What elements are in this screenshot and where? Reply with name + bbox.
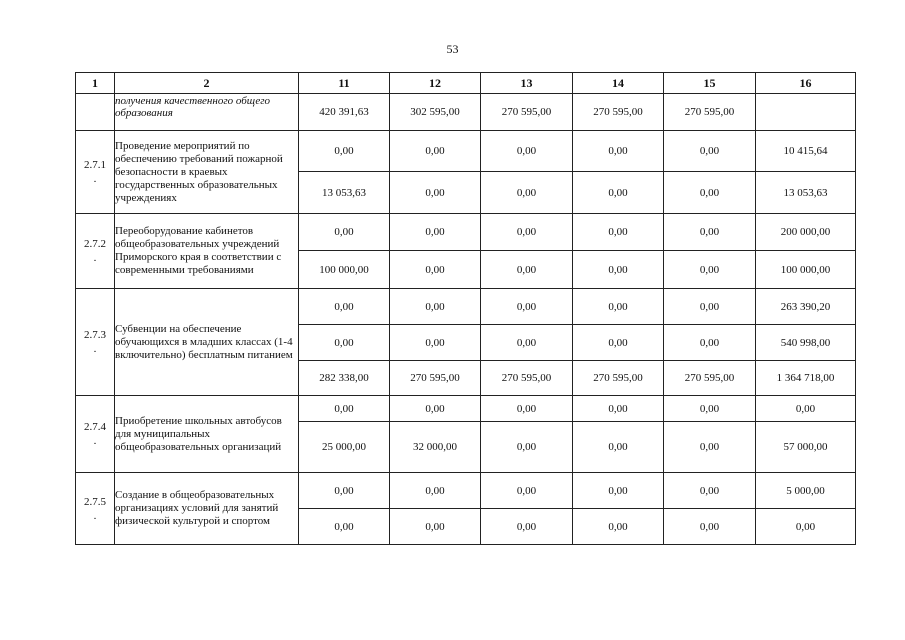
value-cell: 0,00: [299, 131, 390, 172]
value-cell: 270 595,00: [664, 94, 756, 131]
column-header: 11: [299, 73, 390, 94]
value-cell: 0,00: [664, 289, 756, 325]
value-cell: 0,00: [756, 396, 856, 422]
value-cell: 0,00: [481, 325, 573, 361]
value-cell: [756, 94, 856, 131]
value-cell: 13 053,63: [299, 172, 390, 214]
table-row: [76, 131, 856, 172]
value-cell: 0,00: [664, 131, 756, 172]
value-cell: 0,00: [390, 251, 481, 289]
value-cell: 200 000,00: [756, 214, 856, 251]
value-cell: 0,00: [390, 396, 481, 422]
value-cell: 0,00: [481, 473, 573, 509]
row-number-cell: [76, 94, 115, 131]
column-header: 1: [76, 73, 115, 94]
row-number-cell: [76, 396, 115, 473]
value-cell: 0,00: [481, 131, 573, 172]
value-cell: 0,00: [299, 396, 390, 422]
value-cell: 0,00: [573, 214, 664, 251]
value-cell: 0,00: [299, 289, 390, 325]
row-number-suffix: .: [93, 509, 97, 522]
value-cell: 0,00: [573, 422, 664, 473]
row-number-suffix: .: [93, 173, 97, 185]
value-cell: 100 000,00: [299, 251, 390, 289]
row-number-cell: [76, 289, 115, 396]
row-number: 2.7.1: [84, 159, 106, 171]
row-description: получения качественного общего образования: [115, 94, 299, 131]
value-cell: 0,00: [664, 509, 756, 545]
column-header: 12: [390, 73, 481, 94]
row-number: 2.7.3: [84, 329, 106, 341]
row-description: Создание в общеобразовательных организациях условий для занятий физической культурой и спортом: [115, 473, 299, 545]
value-cell: 5 000,00: [756, 473, 856, 509]
row-number-suffix: .: [93, 343, 97, 355]
row-number-cell: [76, 131, 115, 214]
value-cell: 0,00: [664, 396, 756, 422]
value-cell: 0,00: [390, 131, 481, 172]
value-cell: 0,00: [573, 473, 664, 509]
header-row: [76, 73, 856, 94]
value-cell: 0,00: [573, 509, 664, 545]
row-description: Субвенции на обеспечение обучающихся в младших классах (1-4 включительно) бесплатным питанием: [115, 289, 299, 396]
value-cell: 0,00: [390, 509, 481, 545]
value-cell: 0,00: [664, 172, 756, 214]
value-cell: 0,00: [573, 325, 664, 361]
row-number: 2.7.5: [84, 495, 106, 508]
value-cell: 0,00: [481, 509, 573, 545]
value-cell: 0,00: [481, 396, 573, 422]
row-description: Переоборудование кабинетов общеобразовательных учреждений Приморского края в соответствии с современными требованиями: [115, 214, 299, 289]
value-cell: 0,00: [573, 131, 664, 172]
row-number-cell: [76, 214, 115, 289]
value-cell: 270 595,00: [573, 94, 664, 131]
value-cell: 32 000,00: [390, 422, 481, 473]
column-header: 13: [481, 73, 573, 94]
value-cell: 0,00: [481, 289, 573, 325]
value-cell: 0,00: [573, 289, 664, 325]
value-cell: 0,00: [664, 214, 756, 251]
value-cell: 0,00: [299, 325, 390, 361]
table-row: [76, 473, 856, 509]
value-cell: 1 364 718,00: [756, 361, 856, 396]
value-cell: 270 595,00: [481, 94, 573, 131]
row-number-suffix: .: [93, 435, 97, 447]
table-row: [76, 396, 856, 422]
budget-table: [75, 72, 856, 545]
value-cell: 10 415,64: [756, 131, 856, 172]
value-cell: 57 000,00: [756, 422, 856, 473]
value-cell: 0,00: [390, 325, 481, 361]
value-cell: 13 053,63: [756, 172, 856, 214]
value-cell: 270 595,00: [390, 361, 481, 396]
row-description: Проведение мероприятий по обеспечению требований пожарной безопасности в краевых государственных образовательных учреждениях: [115, 131, 299, 214]
value-cell: 0,00: [756, 509, 856, 545]
value-cell: 25 000,00: [299, 422, 390, 473]
value-cell: 270 595,00: [481, 361, 573, 396]
value-cell: 0,00: [481, 422, 573, 473]
value-cell: 270 595,00: [573, 361, 664, 396]
column-header: 16: [756, 73, 856, 94]
page-number: 53: [446, 42, 459, 56]
value-cell: 282 338,00: [299, 361, 390, 396]
value-cell: 0,00: [390, 172, 481, 214]
row-number-cell: [76, 473, 115, 545]
row-number-suffix: .: [93, 252, 97, 264]
value-cell: 0,00: [664, 251, 756, 289]
column-header: 2: [115, 73, 299, 94]
column-header: 15: [664, 73, 756, 94]
value-cell: 0,00: [664, 325, 756, 361]
table-row: [76, 94, 856, 131]
value-cell: 0,00: [481, 214, 573, 251]
row-number: 2.7.2: [84, 238, 106, 250]
value-cell: 0,00: [481, 172, 573, 214]
value-cell: 0,00: [573, 396, 664, 422]
table-row: [76, 214, 856, 251]
value-cell: 0,00: [390, 214, 481, 251]
value-cell: 270 595,00: [664, 361, 756, 396]
value-cell: 420 391,63: [299, 94, 390, 131]
value-cell: 0,00: [573, 172, 664, 214]
value-cell: 0,00: [299, 473, 390, 509]
row-number: 2.7.4: [84, 421, 106, 433]
row-description: Приобретение школьных автобусов для муниципальных общеобразовательных организаций: [115, 396, 299, 473]
value-cell: 0,00: [481, 251, 573, 289]
value-cell: 0,00: [664, 473, 756, 509]
value-cell: 302 595,00: [390, 94, 481, 131]
value-cell: 0,00: [390, 289, 481, 325]
value-cell: 0,00: [299, 509, 390, 545]
table-row: [76, 289, 856, 325]
value-cell: 263 390,20: [756, 289, 856, 325]
value-cell: 0,00: [390, 473, 481, 509]
column-header: 14: [573, 73, 664, 94]
value-cell: 0,00: [573, 251, 664, 289]
value-cell: 540 998,00: [756, 325, 856, 361]
value-cell: 100 000,00: [756, 251, 856, 289]
value-cell: 0,00: [664, 422, 756, 473]
value-cell: 0,00: [299, 214, 390, 251]
